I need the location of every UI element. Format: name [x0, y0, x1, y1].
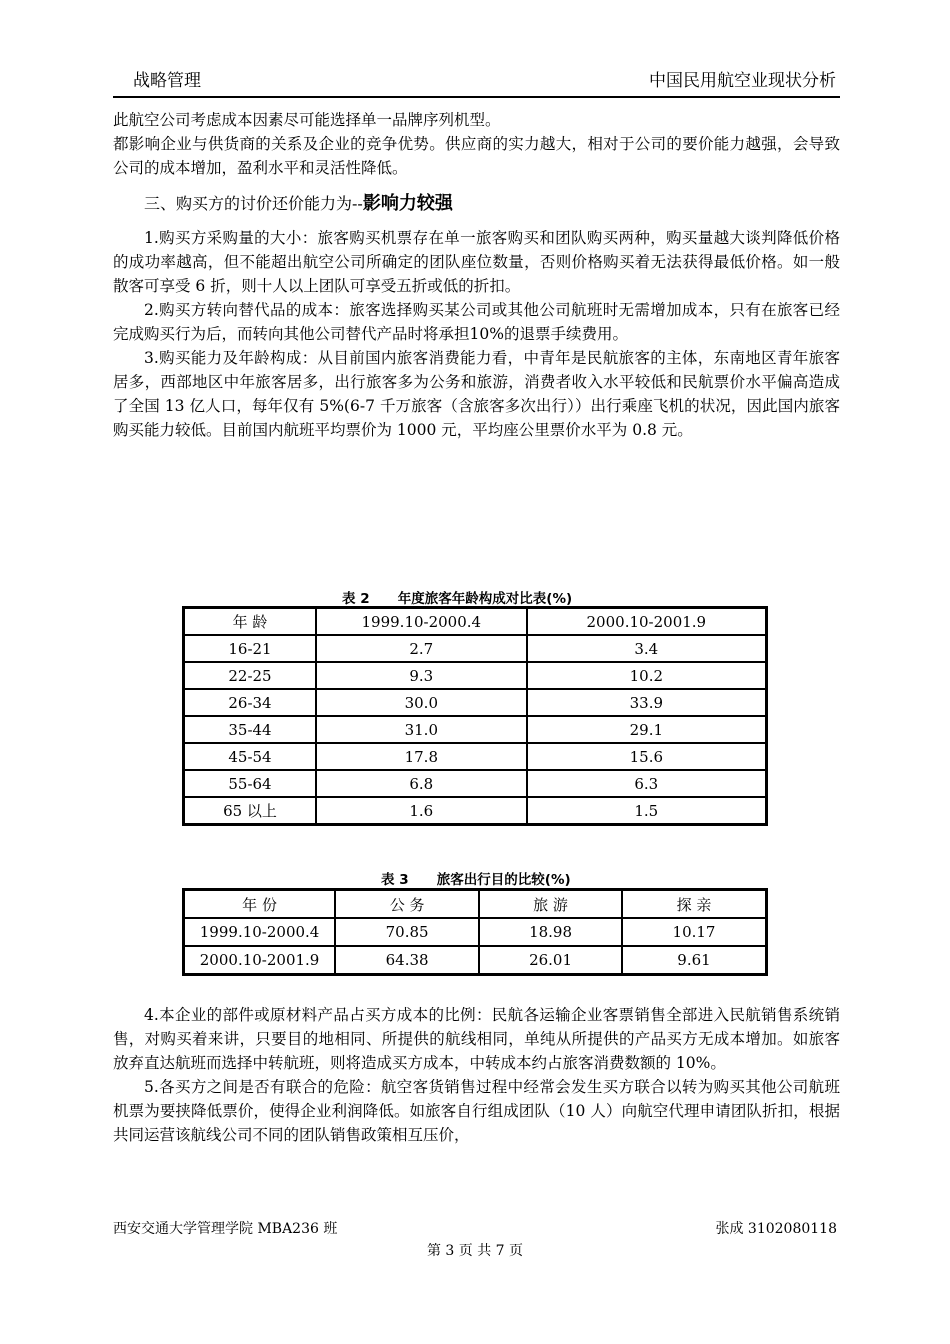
table-cell: 22-25 — [184, 662, 316, 689]
table-cell: 26.01 — [479, 946, 622, 974]
table3-header-row — [184, 890, 766, 918]
table-cell: 9.61 — [622, 946, 766, 974]
header-right-title: 中国民用航空业现状分析 — [649, 71, 836, 91]
table-cell: 15.6 — [527, 743, 766, 770]
table-cell: 2000.10-2001.9 — [184, 946, 335, 974]
page-number: 第 3 页 共 7 页 — [426, 1243, 524, 1259]
table-row — [184, 946, 766, 974]
table-cell: 64.38 — [335, 946, 479, 974]
table2-header-cell: 2000.10-2001.9 — [527, 608, 766, 635]
table2-age-composition — [182, 606, 768, 826]
table2-header-cell: 1999.10-2000.4 — [316, 608, 527, 635]
table-row — [184, 635, 766, 662]
section-heading-emphasis: 影响力较强 — [362, 193, 453, 214]
table-cell: 31.0 — [316, 716, 527, 743]
table-cell: 29.1 — [527, 716, 766, 743]
table-row — [184, 797, 766, 824]
table-row — [184, 689, 766, 716]
table-cell: 1.5 — [527, 797, 766, 824]
table-cell: 26-34 — [184, 689, 316, 716]
section-heading-prefix: 三、购买方的讨价还价能力为-- — [144, 194, 363, 213]
table-row — [184, 770, 766, 797]
footer-author: 张成 3102080118 — [715, 1221, 837, 1237]
paragraph-switching-cost: 2.购买方转向替代品的成本：旅客选择购买某公司或其他公司航班时无需增加成本，只有在旅客已经完成购买行为后，而转向其他公司替代产品时将承担10%的退票手续费用。 — [113, 301, 840, 343]
table-cell: 6.3 — [527, 770, 766, 797]
table3-travel-purpose — [182, 888, 768, 976]
table-cell: 33.9 — [527, 689, 766, 716]
section-heading — [113, 191, 840, 217]
paragraph-1: 此航空公司考虑成本因素尽可能选择单一品牌序列机型。 — [113, 111, 501, 129]
table-cell: 17.8 — [316, 743, 527, 770]
table2-header-row — [184, 608, 766, 635]
table3-caption: 表 3 旅客出行目的比较(%) — [381, 872, 571, 888]
table3-header-cell: 年 份 — [184, 890, 335, 918]
table-cell: 2.7 — [316, 635, 527, 662]
table-cell: 30.0 — [316, 689, 527, 716]
footer-school: 西安交通大学管理学院 MBA236 班 — [113, 1221, 338, 1237]
table-cell: 35-44 — [184, 716, 316, 743]
table-cell: 16-21 — [184, 635, 316, 662]
table-cell: 10.2 — [527, 662, 766, 689]
table-cell: 3.4 — [527, 635, 766, 662]
table3-header-cell: 公 务 — [335, 890, 479, 918]
table-row — [184, 716, 766, 743]
table2-header-cell: 年 龄 — [184, 608, 316, 635]
paragraph-purchase-volume: 1.购买方采购量的大小：旅客购买机票存在单一旅客购买和团队购买两种，购买量越大谈判降低价格的成功率越高，但不能超出航空公司所确定的团队座位数量，否则价格购买着无法获得最低价格。如一般散客可享受 6 折，则十人以上团队可享受五折或低的折扣。 — [113, 229, 840, 295]
table-cell: 1.6 — [316, 797, 527, 824]
table-cell: 45-54 — [184, 743, 316, 770]
table-cell: 1999.10-2000.4 — [184, 918, 335, 946]
paragraph-cost-ratio: 4.本企业的部件或原材料产品占买方成本的比例：民航各运输企业客票销售全部进入民航销售系统销售，对购买着来讲，只要目的地相同、所提供的航线相同，单纯从所提供的产品买方无成本增加。如旅客放弃直达航班而选择中转航班，则将造成买方成本，中转成本约占旅客消费数额的 10%。 — [113, 1006, 840, 1072]
table2-caption: 表 2 年度旅客年龄构成对比表(%) — [342, 591, 573, 607]
table-row — [184, 662, 766, 689]
body-text — [113, 108, 840, 442]
page-header — [113, 66, 840, 98]
table-cell: 70.85 — [335, 918, 479, 946]
header-left-title: 战略管理 — [133, 71, 201, 91]
table-cell: 65 以上 — [184, 797, 316, 824]
table-cell: 6.8 — [316, 770, 527, 797]
table-row — [184, 743, 766, 770]
paragraph-2: 都影响企业与供货商的关系及企业的竞争优势。供应商的实力越大，相对于公司的要价能力越强，会导致公司的成本增加，盈利水平和灵活性降低。 — [113, 135, 840, 177]
table-row — [184, 918, 766, 946]
table-cell: 9.3 — [316, 662, 527, 689]
paragraph-buyer-alliance: 5.各买方之间是否有联合的危险：航空客货销售过程中经常会发生买方联合以转为购买其他公司航班机票为要挟降低票价，使得企业利润降低。如旅客自行组成团队（10 人）向航空代理申请团队折扣，根据共同运营该航线公司不同的团队销售政策相互压价， — [113, 1078, 840, 1144]
table-cell: 18.98 — [479, 918, 622, 946]
table-cell: 55-64 — [184, 770, 316, 797]
body-text-lower — [113, 1003, 840, 1147]
table-cell: 10.17 — [622, 918, 766, 946]
table3-header-cell: 探 亲 — [622, 890, 766, 918]
paragraph-purchasing-power: 3.购买能力及年龄构成：从目前国内旅客消费能力看，中青年是民航旅客的主体，东南地区青年旅客居多，西部地区中年旅客居多，出行旅客多为公务和旅游，消费者收入水平较低和民航票价水平偏高造成了全国 13 亿人口，每年仅有 5%(6-7 千万旅客（含旅客多次出行））出行乘座飞机的状况，因此国内旅客购买能力较低。目前国内航班平均票价为 1000 元，平均座公里票价水平为 0.8 元。 — [113, 349, 840, 439]
table3-header-cell: 旅 游 — [479, 890, 622, 918]
